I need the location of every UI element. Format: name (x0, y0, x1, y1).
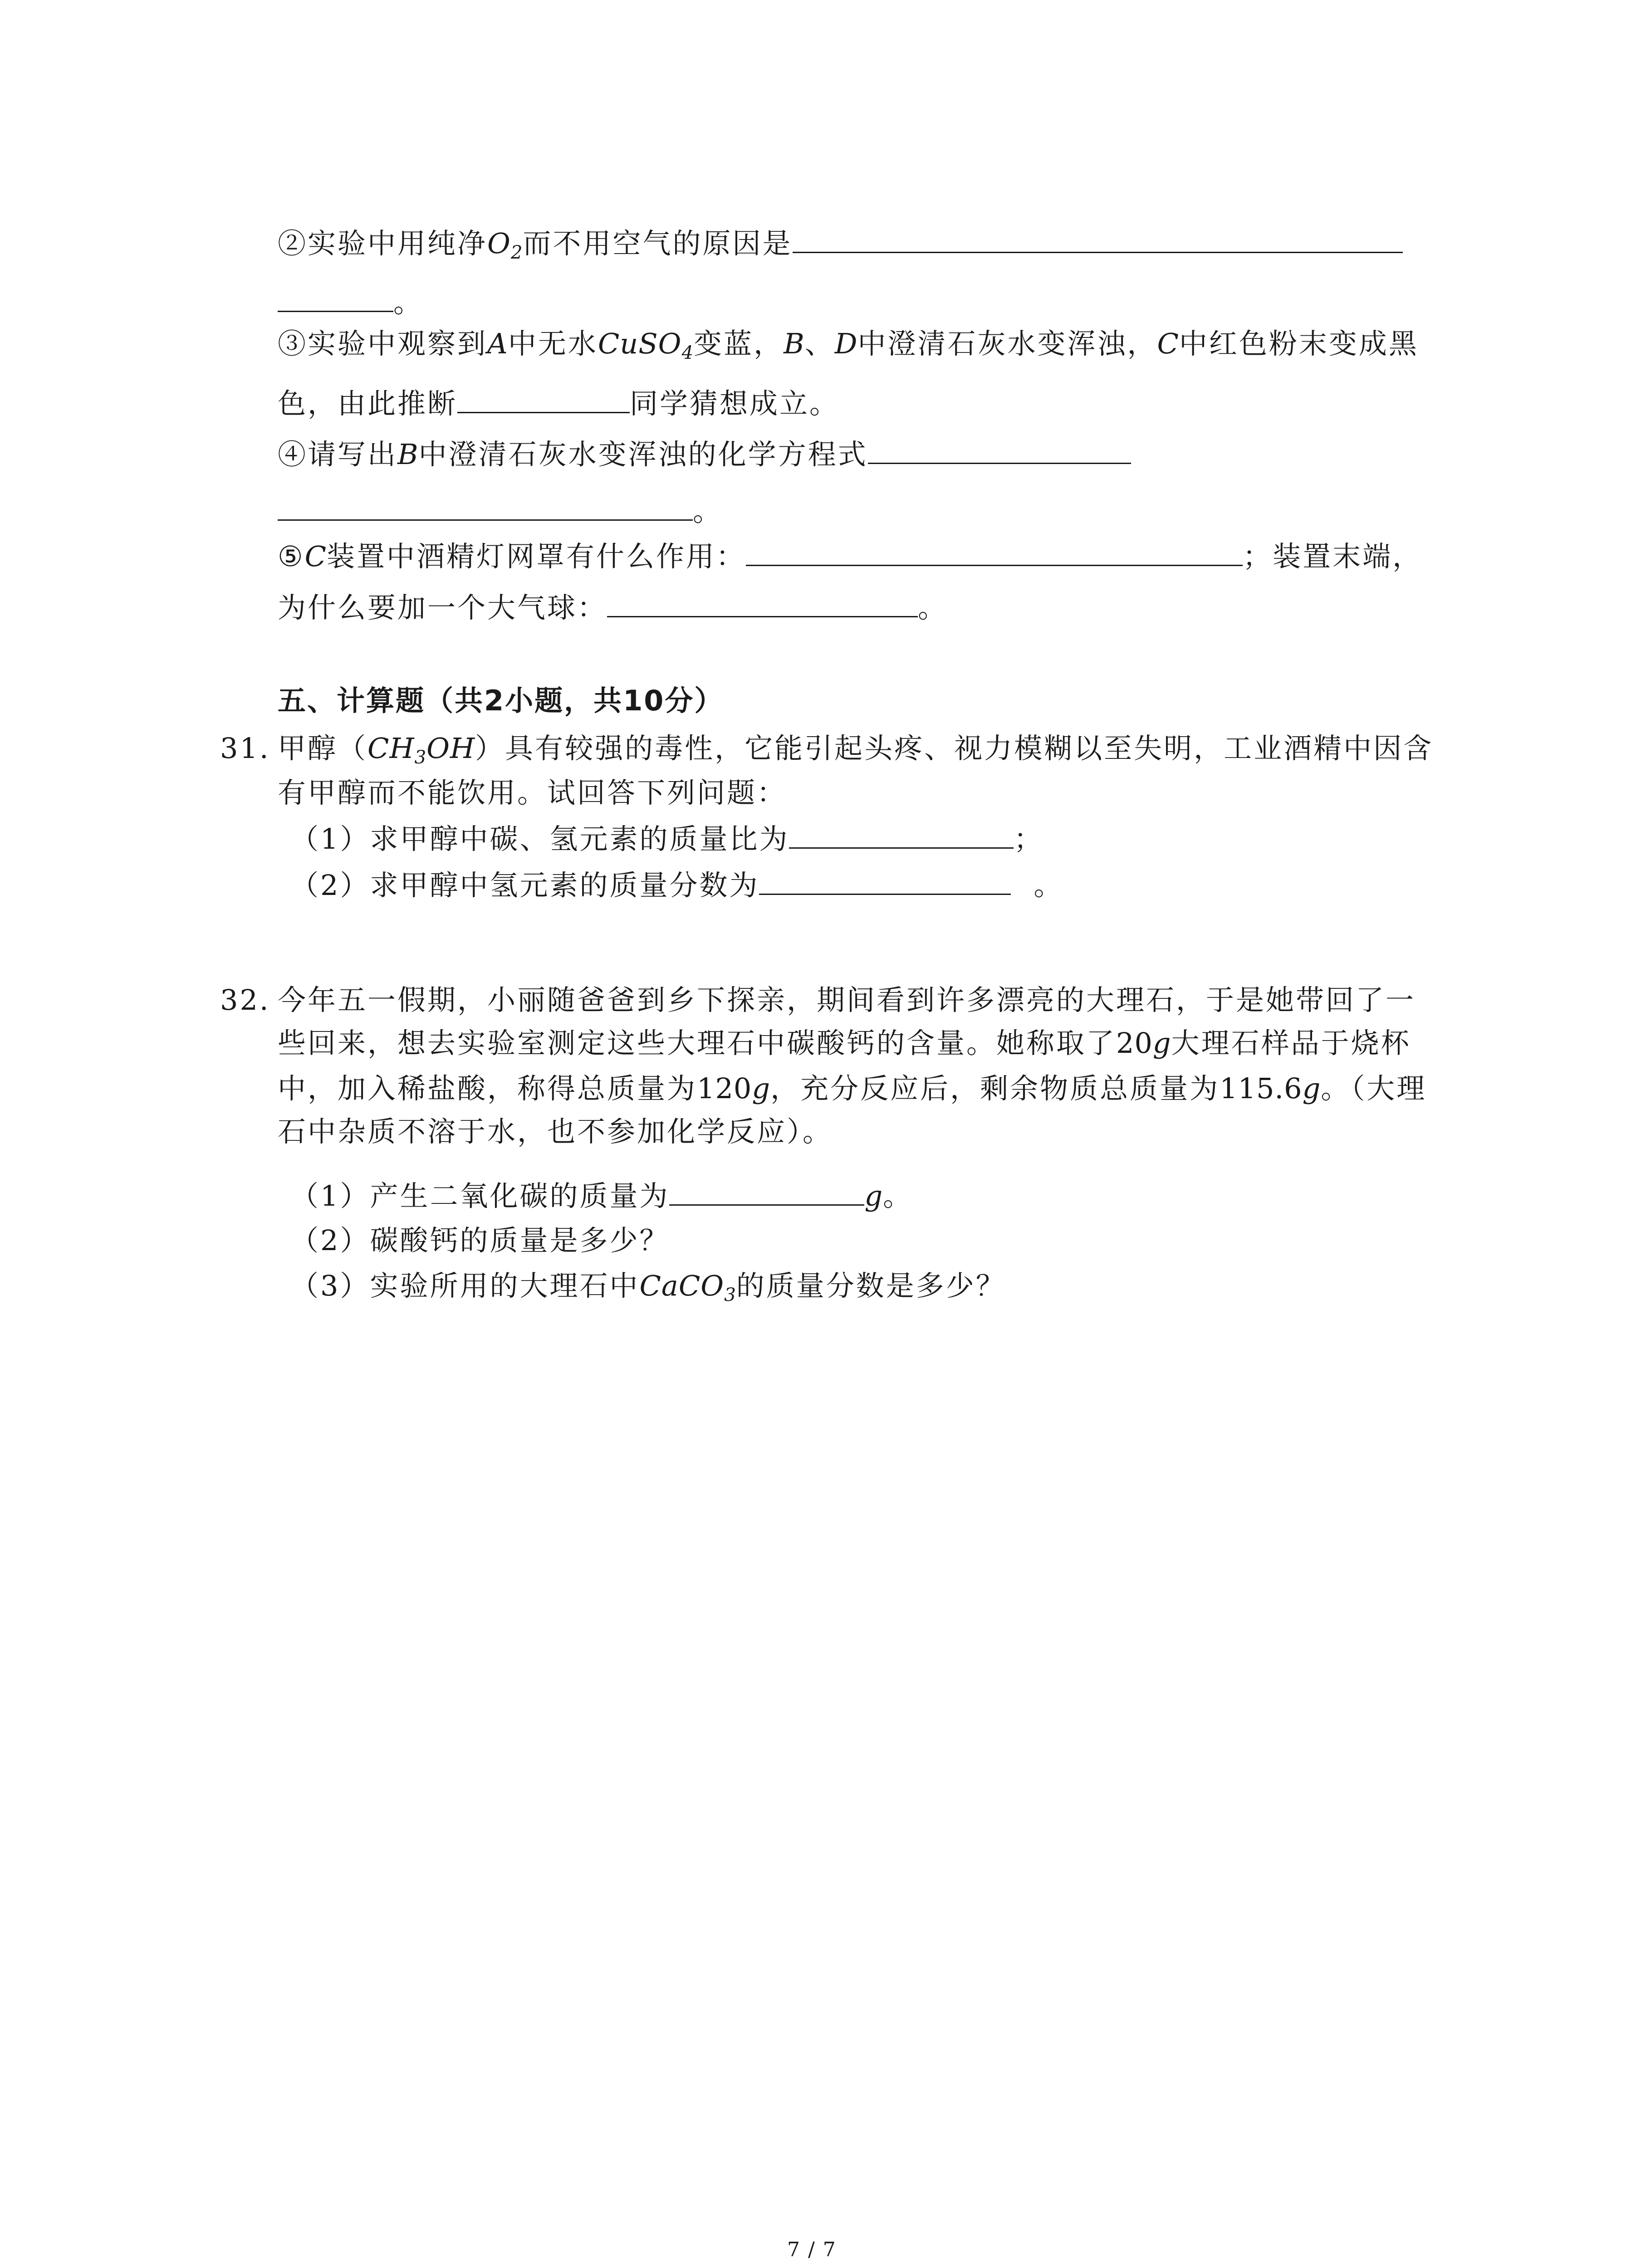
circled-number-4: ④ (278, 438, 308, 471)
q30-step3-text-d: 、 (804, 327, 835, 360)
section-heading: 五、计算题（共2小题，共10分） (278, 684, 724, 717)
q32-part1 (290, 1177, 913, 1214)
question-number-31: 31. (220, 732, 270, 765)
device-a-label: A (487, 327, 508, 360)
device-d-label: D (834, 327, 858, 360)
q32-text-l2b: 大理石样品于烧杯 (1171, 1026, 1411, 1060)
q30-step3-text-c: 变蓝， (694, 327, 784, 360)
q32-text-l1: 今年五一假期，小丽随爸爸到乡下探亲，期间看到许多漂亮的大理石，于是她带回了一 (278, 983, 1416, 1017)
q30-step4-end: 。 (693, 494, 723, 528)
q30-step5-line2 (278, 589, 948, 626)
methanol-subscript: 3 (414, 747, 427, 768)
answer-blank-31-2[interactable] (759, 866, 1011, 895)
q30-step3-line2 (278, 385, 839, 422)
q32-text-l3c: 。（大理 (1321, 1072, 1427, 1105)
mass-120: 120 (697, 1072, 752, 1105)
q30-step3-text-b: 中无水 (508, 327, 598, 360)
q30-step4-text-b: 中澄清石灰水变浑浊的化学方程式 (418, 438, 868, 471)
q30-step2-text-b: 而不用空气的原因是 (523, 227, 793, 260)
q31-part2-text: （2）求甲醇中氢元素的质量分数为 (290, 869, 759, 902)
answer-blank-5b[interactable] (607, 589, 918, 617)
cuso4-formula (598, 327, 694, 364)
answer-blank-3[interactable] (457, 385, 630, 413)
answer-blank-32-1[interactable] (669, 1177, 864, 1206)
q31-part1-end: ； (1014, 822, 1044, 855)
q31-line2: 有甲醇而不能饮用。试回答下列问题： (278, 776, 787, 809)
cuso4-symbol: CuSO (598, 327, 682, 360)
unit-g-3: g (1302, 1072, 1321, 1105)
q31-part2 (290, 866, 1063, 904)
device-b-label: B (784, 327, 805, 360)
methanol-formula (367, 732, 475, 768)
q30-step4-text-a: 请写出 (308, 438, 398, 471)
q32-part1-end: 。 (883, 1179, 913, 1212)
q30-step5-text-c: 为什么要加一个大气球： (278, 591, 607, 624)
answer-blank-4a[interactable] (868, 435, 1131, 464)
mass-115-6: 115.6 (1220, 1072, 1303, 1105)
q30-step5-text-a: 装置中酒精灯网罩有什么作用： (327, 540, 746, 573)
q32-text-l3b: ，充分反应后，剩余物质总质量为 (770, 1072, 1220, 1105)
q31-part2-end: 。 (1034, 869, 1064, 902)
device-c-label: C (1157, 327, 1179, 360)
circled-number-3: ③ (278, 327, 308, 360)
o2-subscript: 2 (510, 242, 523, 264)
q30-step2-line2 (278, 284, 423, 321)
q30-step3-line1 (278, 326, 1419, 362)
q32-part2: （2）碳酸钙的质量是多少？ (290, 1224, 670, 1257)
q32-line1 (220, 982, 1416, 1018)
caco3-subscript: 3 (724, 1284, 736, 1306)
q30-step3-text-e: 中澄清石灰水变浑浊， (857, 327, 1157, 360)
unit-g-2: g (752, 1072, 771, 1105)
q30-step2-end: 。 (393, 286, 424, 319)
unit-g-4: g (864, 1179, 883, 1212)
answer-blank-5a[interactable] (746, 538, 1243, 566)
q32-part3-text-b: 的质量分数是多少？ (736, 1269, 1006, 1302)
answer-blank-2b[interactable] (278, 284, 393, 312)
q30-step2-text-a: 实验中用纯净 (308, 227, 488, 260)
o2-formula (487, 227, 523, 264)
o2-symbol: O (487, 227, 511, 260)
caco3-symbol: CaCO (639, 1269, 725, 1302)
answer-blank-4b[interactable] (278, 492, 693, 521)
q31-text-b: ）具有较强的毒性，它能引起头疼、视力模糊以至失明，工业酒精中因含 (475, 732, 1434, 765)
unit-g-1: g (1152, 1026, 1171, 1060)
q32-part3 (290, 1268, 1006, 1304)
q31-part1 (290, 820, 1043, 857)
circled-number-2: ② (278, 227, 308, 260)
q30-step3-text-f: 中红色粉末变成黑 (1179, 327, 1419, 360)
q30-step2-line1 (278, 225, 1403, 262)
q31-text-a: 甲醇（ (278, 732, 368, 765)
mass-20: 20 (1116, 1026, 1153, 1060)
q30-step3-text-g: 色，由此推断 (278, 387, 458, 420)
caco3-formula (639, 1269, 736, 1306)
q32-line4: 石中杂质不溶于水，也不参加化学反应）。 (278, 1115, 833, 1148)
q32-text-l3a: 中，加入稀盐酸，称得总质量为 (278, 1072, 697, 1105)
q32-text-l2a: 些回来，想去实验室测定这些大理石中碳酸钙的含量。她称取了 (278, 1026, 1117, 1060)
q30-step3-text-a: 实验中观察到 (308, 327, 488, 360)
methanol-oh: OH (426, 732, 475, 765)
q30-step5-line1 (278, 538, 1422, 575)
cuso4-subscript: 4 (681, 342, 694, 364)
question-number-32: 32. (220, 983, 270, 1017)
device-c-label-2: C (304, 540, 327, 573)
methanol-ch: CH (367, 732, 415, 765)
q32-part3-text-a: （3）实验所用的大理石中 (290, 1269, 640, 1302)
q31-part1-text: （1）求甲醇中碳、氢元素的质量比为 (290, 822, 789, 855)
q30-step5-text-b: ；装置末端， (1243, 540, 1423, 573)
circled-number-5: ⑤ (278, 540, 305, 573)
q30-step5-end: 。 (918, 591, 948, 624)
q30-step3-text-h: 同学猜想成立。 (630, 387, 840, 420)
q31-line1 (220, 730, 1433, 767)
q32-line2 (278, 1025, 1411, 1061)
answer-blank-2a[interactable] (793, 225, 1403, 253)
q32-part1-text: （1）产生二氧化碳的质量为 (290, 1179, 670, 1212)
device-b-label-2: B (397, 438, 419, 471)
answer-blank-31-1[interactable] (789, 820, 1014, 849)
q30-step4-line2 (278, 492, 723, 529)
q30-step4-line1 (278, 435, 1131, 473)
page-number: 7 / 7 (787, 2238, 837, 2261)
q32-line3 (278, 1070, 1426, 1107)
